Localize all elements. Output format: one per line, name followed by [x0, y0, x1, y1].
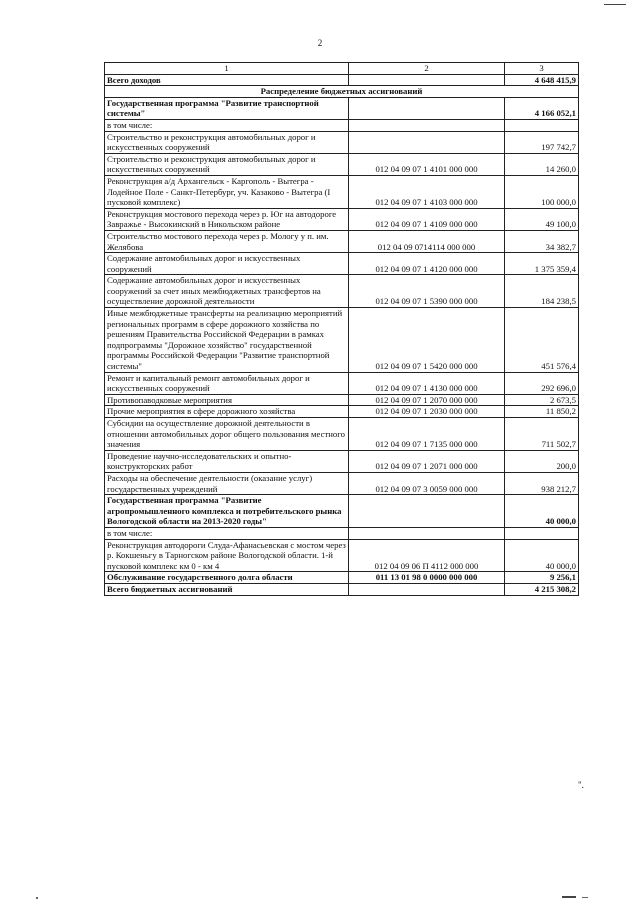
scan-edge-mark — [582, 897, 588, 898]
section-title: Распределение бюджетных ассигнований — [105, 86, 579, 98]
row-name: Государственная программа "Развитие агропромышленного комплекса и потребительского рынка Вологодской области на 2013-2020 годы" — [105, 495, 349, 528]
table-row — [105, 131, 579, 153]
row-code — [349, 583, 505, 595]
column-number: 3 — [505, 63, 579, 75]
row-amount: 11 850,2 — [505, 406, 579, 418]
row-code: 012 04 09 07 1 5420 000 000 — [349, 308, 505, 373]
row-code: 012 04 09 07 1 2070 000 000 — [349, 394, 505, 406]
row-amount: 34 382,7 — [505, 230, 579, 252]
row-amount: 197 742,7 — [505, 131, 579, 153]
row-amount: 100 000,0 — [505, 175, 579, 208]
column-number: 1 — [105, 63, 349, 75]
row-amount: 938 212,7 — [505, 472, 579, 494]
column-number-row — [105, 63, 579, 75]
table-row — [105, 175, 579, 208]
row-amount: 4 166 052,1 — [505, 97, 579, 119]
row-amount: 292 696,0 — [505, 372, 579, 394]
row-code: 012 04 09 07 1 4103 000 000 — [349, 175, 505, 208]
row-code — [349, 495, 505, 528]
row-name: Субсидии на осуществление дорожной деятельности в отношении автомобильных дорог общего пользования местного значения — [105, 418, 349, 451]
row-amount: 4 215 308,2 — [505, 583, 579, 595]
row-amount: 711 502,7 — [505, 418, 579, 451]
row-name: Государственная программа "Развитие транспортной системы" — [105, 97, 349, 119]
row-code: 012 04 09 07 1 4109 000 000 — [349, 208, 505, 230]
table-row — [105, 230, 579, 252]
row-name: Обслуживание государственного долга области — [105, 572, 349, 584]
total-income-label: Всего доходов — [105, 74, 349, 86]
row-amount: 40 000,0 — [505, 539, 579, 572]
row-code: 012 04 09 06 П 4112 000 000 — [349, 539, 505, 572]
row-code: 012 04 09 07 1 4101 000 000 — [349, 153, 505, 175]
row-code: 011 13 01 98 0 0000 000 000 — [349, 572, 505, 584]
table-row — [105, 539, 579, 572]
row-amount: 40 000,0 — [505, 495, 579, 528]
row-name: Содержание автомобильных дорог и искусственных сооружений за счет иных межбюджетных трансфертов на осуществление дорожной деятельности — [105, 275, 349, 308]
row-amount: 49 100,0 — [505, 208, 579, 230]
scan-edge-mark — [604, 4, 626, 5]
row-amount — [505, 119, 579, 131]
row-code: 012 04 09 07 1 4120 000 000 — [349, 253, 505, 275]
row-name: Реконструкция мостового перехода через р. Юг на автодороге Завражье - Высокинский в Никольском районе — [105, 208, 349, 230]
table-row — [105, 450, 579, 472]
budget-table — [104, 62, 579, 596]
table-row — [105, 394, 579, 406]
row-code: 012 04 09 07 1 2071 000 000 — [349, 450, 505, 472]
row-code: 012 04 09 07 1 2030 000 000 — [349, 406, 505, 418]
page-number: 2 — [317, 38, 323, 48]
row-amount: 14 260,0 — [505, 153, 579, 175]
table-row — [105, 119, 579, 131]
row-name: Всего бюджетных ассигнований — [105, 583, 349, 595]
row-name: Содержание автомобильных дорог и искусственных сооружений — [105, 253, 349, 275]
table-row — [105, 372, 579, 394]
closing-quote-mark: ". — [578, 780, 584, 790]
row-amount: 9 256,1 — [505, 572, 579, 584]
table-row — [105, 153, 579, 175]
total-income-code — [349, 74, 505, 86]
row-amount — [505, 527, 579, 539]
column-number: 2 — [349, 63, 505, 75]
table-row — [105, 208, 579, 230]
row-amount: 451 576,4 — [505, 308, 579, 373]
table-row — [105, 275, 579, 308]
row-name: Ремонт и капитальный ремонт автомобильных дорог и искусственных сооружений — [105, 372, 349, 394]
table-row — [105, 583, 579, 595]
row-name: Строительство и реконструкция автомобильных дорог и искусственных сооружений — [105, 153, 349, 175]
row-code — [349, 131, 505, 153]
row-code — [349, 97, 505, 119]
table-row — [105, 495, 579, 528]
row-code: 012 04 09 07 1 5390 000 000 — [349, 275, 505, 308]
row-amount: 200,0 — [505, 450, 579, 472]
row-code — [349, 119, 505, 131]
row-amount: 1 375 359,4 — [505, 253, 579, 275]
total-income-amount: 4 648 415,9 — [505, 74, 579, 86]
scan-edge-mark — [562, 896, 576, 898]
row-name: Иные межбюджетные трансферты на реализацию мероприятий региональных программ в сфере дорожного хозяйства по решениям Правительства Российской Федерации в рамках подпрограммы "Дорожное хозяйство" государственной программы Российской Федерации "Развитие транспортной системы" — [105, 308, 349, 373]
row-code: 012 04 09 07 3 0059 000 000 — [349, 472, 505, 494]
scan-edge-mark — [36, 897, 38, 899]
table-row — [105, 308, 579, 373]
row-amount: 184 238,5 — [505, 275, 579, 308]
row-amount: 2 673,5 — [505, 394, 579, 406]
table-row — [105, 406, 579, 418]
table-row — [105, 97, 579, 119]
row-name: Строительство и реконструкция автомобильных дорог и искусственных сооружений — [105, 131, 349, 153]
row-name: Расходы на обеспечение деятельности (оказание услуг) государственных учреждений — [105, 472, 349, 494]
row-code: 012 04 09 0714114 000 000 — [349, 230, 505, 252]
table-row — [105, 418, 579, 451]
row-name: Прочие мероприятия в сфере дорожного хозяйства — [105, 406, 349, 418]
row-code — [349, 527, 505, 539]
row-name: Реконструкция автодороги Слуда-Афанасьевская с мостом через р. Кокшеньгу в Тарногском районе Вологодской области. 1-й пусковой комплекс км 0 - км 4 — [105, 539, 349, 572]
row-code: 012 04 09 07 1 4130 000 000 — [349, 372, 505, 394]
row-name: Противопаводковые мероприятия — [105, 394, 349, 406]
row-name: Реконструкция а/д Архангельск - Каргополь - Вытегра - Лодейное Поле - Санкт-Петербург, уч. Казаково - Вытегра (I пусковой комплекс) — [105, 175, 349, 208]
row-name: Строительство мостового перехода через р. Мологу у п. им. Желябова — [105, 230, 349, 252]
table-row — [105, 472, 579, 494]
row-name: в том числе: — [105, 119, 349, 131]
row-name: в том числе: — [105, 527, 349, 539]
section-header-row — [105, 86, 579, 98]
row-name: Проведение научно-исследовательских и опытно-конструкторских работ — [105, 450, 349, 472]
row-code: 012 04 09 07 1 7135 000 000 — [349, 418, 505, 451]
table-row — [105, 253, 579, 275]
table-row — [105, 572, 579, 584]
table-row — [105, 527, 579, 539]
total-income-row — [105, 74, 579, 86]
